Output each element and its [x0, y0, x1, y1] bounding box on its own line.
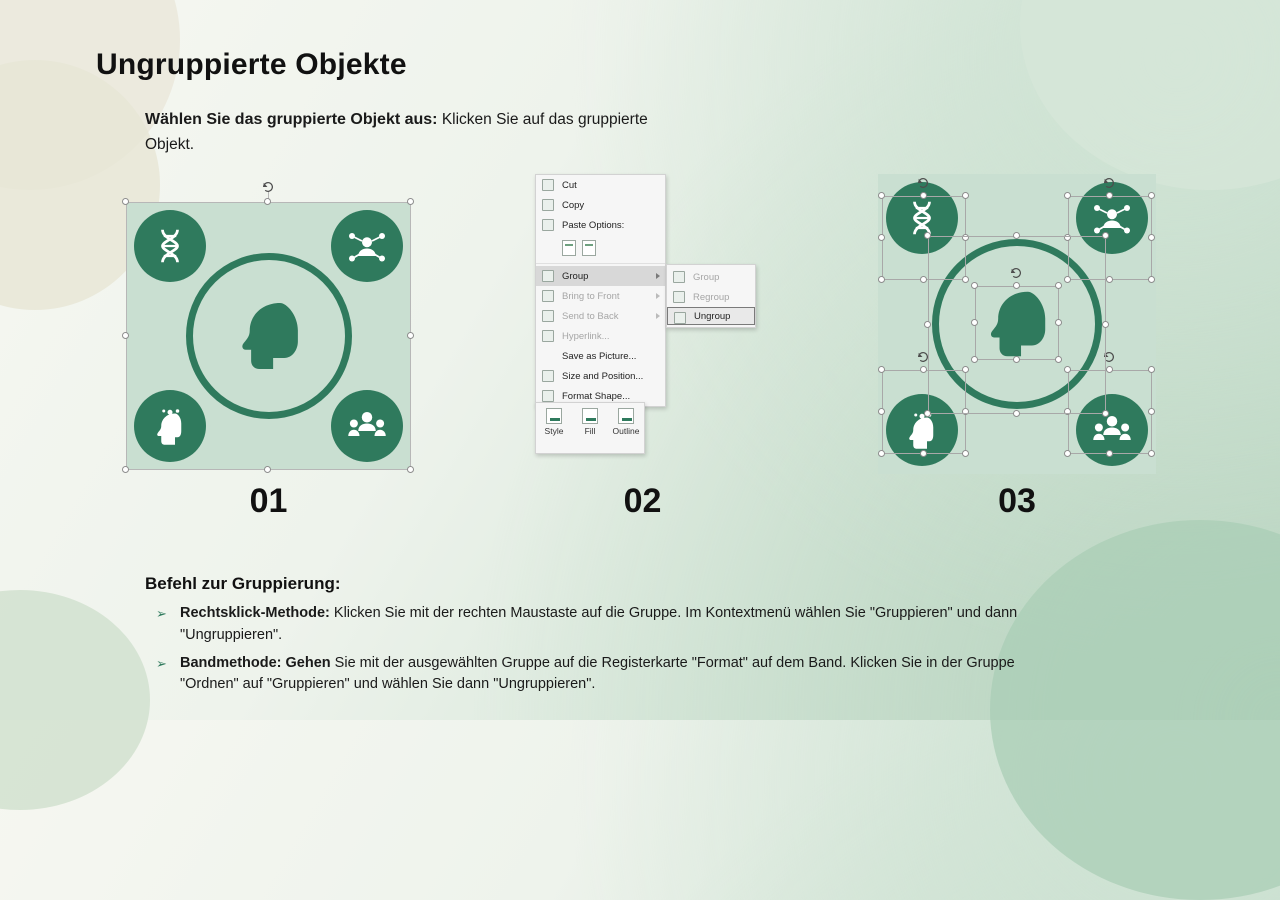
- resize-handle[interactable]: [878, 408, 885, 415]
- context-menu-item-bring-to-front[interactable]: [536, 286, 665, 306]
- bullet-arrow-icon: ➢: [156, 655, 167, 671]
- context-menu-item-paste-options[interactable]: [536, 215, 665, 235]
- context-menu-item-label: Hyperlink...: [562, 330, 610, 342]
- context-menu-item-label: Send to Back: [562, 310, 619, 322]
- resize-handle[interactable]: [1102, 410, 1109, 417]
- resize-handle[interactable]: [1148, 450, 1155, 457]
- resize-handle[interactable]: [1106, 450, 1113, 457]
- figure-step-1: [126, 180, 411, 470]
- resize-handle[interactable]: [1106, 276, 1113, 283]
- resize-handle[interactable]: [878, 192, 885, 199]
- context-menu[interactable]: [535, 174, 666, 407]
- resize-handle[interactable]: [962, 450, 969, 457]
- submenu-arrow-icon: [656, 313, 660, 319]
- bullet-rest: Klicken Sie mit der rechten Maustaste auf die Gruppe. Im Kontextmenü wählen Sie "Gruppieren" und dann "Ungruppieren".: [180, 605, 1018, 643]
- resize-handle-n[interactable]: [264, 198, 271, 205]
- resize-handle[interactable]: [1148, 366, 1155, 373]
- submenu-item-label: Ungroup: [694, 310, 731, 322]
- resize-handle[interactable]: [924, 232, 931, 239]
- resize-handle[interactable]: [878, 450, 885, 457]
- outline-icon: [618, 408, 634, 424]
- figure-step-3: [878, 174, 1156, 474]
- group-icon: [542, 270, 554, 282]
- context-menu-item-label: Cut: [562, 179, 577, 191]
- bullet-list: [148, 603, 1048, 702]
- rotate-handle-icon[interactable]: [261, 180, 275, 194]
- fill-icon: [582, 408, 598, 424]
- mini-toolbar[interactable]: [535, 402, 645, 454]
- context-menu-item-label: Bring to Front: [562, 290, 620, 302]
- context-menu-item-save-as-picture[interactable]: [536, 346, 665, 366]
- ungroup-icon: [674, 312, 686, 324]
- resize-handle[interactable]: [1013, 410, 1020, 417]
- resize-handle[interactable]: [878, 366, 885, 373]
- resize-handle[interactable]: [1064, 192, 1071, 199]
- context-menu-item-label: Group: [562, 270, 589, 282]
- submenu-arrow-icon: [656, 273, 660, 279]
- context-menu-item-group[interactable]: [536, 266, 665, 286]
- resize-handle-s[interactable]: [264, 466, 271, 473]
- intro-rest: Klicken Sie auf das gruppierte Objekt.: [145, 111, 648, 153]
- format-shape-icon: [542, 390, 554, 402]
- submenu-item-label: Group: [693, 271, 720, 283]
- mini-toolbar-label: Fill: [584, 426, 596, 436]
- rotate-handle-icon[interactable]: [916, 176, 930, 190]
- resize-handle[interactable]: [1013, 232, 1020, 239]
- context-menu-item-label: Size and Position...: [562, 370, 644, 382]
- mini-toolbar-style[interactable]: [538, 408, 570, 436]
- resize-handle-nw[interactable]: [122, 198, 129, 205]
- submenu-item-ungroup[interactable]: [667, 307, 755, 325]
- figure-step-2: [535, 174, 755, 436]
- resize-handle[interactable]: [1102, 232, 1109, 239]
- resize-handle[interactable]: [1148, 408, 1155, 415]
- list-item: [148, 653, 1048, 697]
- resize-handle[interactable]: [924, 410, 931, 417]
- step-number-1: 01: [249, 482, 288, 520]
- resize-handle[interactable]: [962, 192, 969, 199]
- mini-toolbar-outline[interactable]: [610, 408, 642, 436]
- resize-handle[interactable]: [1148, 192, 1155, 199]
- submenu-item-regroup[interactable]: [667, 287, 755, 307]
- selection-frame-ring: [928, 236, 1106, 414]
- submenu-arrow-icon: [656, 293, 660, 299]
- paste-options-row[interactable]: [536, 235, 665, 261]
- step-number-2: 02: [623, 482, 662, 520]
- paste-picture-icon[interactable]: [582, 240, 596, 256]
- bullet-rest: Sie mit der ausgewählten Gruppe auf die Registerkarte "Format" auf dem Band. Klicken Sie in der Gruppe "Ordnen" auf "Gruppieren" und wählen Sie dann "Ungruppieren".: [180, 654, 1015, 693]
- resize-handle[interactable]: [924, 321, 931, 328]
- resize-handle[interactable]: [1106, 192, 1113, 199]
- context-menu-item-label: Save as Picture...: [562, 350, 637, 362]
- selection-frame: [126, 202, 411, 470]
- menu-separator: [536, 263, 665, 264]
- paste-keep-formatting-icon[interactable]: [562, 240, 576, 256]
- context-menu-item-hyperlink[interactable]: [536, 326, 665, 346]
- resize-handle[interactable]: [920, 276, 927, 283]
- regroup-icon: [673, 291, 685, 303]
- copy-icon: [542, 199, 554, 211]
- resize-handle-w[interactable]: [122, 332, 129, 339]
- send-to-back-icon: [542, 310, 554, 322]
- paste-icon: [542, 219, 554, 231]
- resize-handle[interactable]: [920, 192, 927, 199]
- intro-lead: Wählen Sie das gruppierte Objekt aus:: [145, 111, 438, 128]
- resize-handle[interactable]: [878, 234, 885, 241]
- decorative-blob: [990, 520, 1280, 900]
- bullet-arrow-icon: ➢: [156, 606, 167, 621]
- context-menu-item-cut[interactable]: [536, 175, 665, 195]
- context-menu-item-label: Copy: [562, 199, 585, 211]
- bullet-lead: Bandmethode: Gehen: [180, 654, 331, 671]
- page-title: Ungruppierte Objekte: [96, 48, 407, 81]
- decorative-blob: [0, 590, 150, 810]
- resize-handle-e[interactable]: [407, 332, 414, 339]
- context-menu-item-send-to-back[interactable]: [536, 306, 665, 326]
- context-menu-item-label: Format Shape...: [562, 390, 631, 402]
- resize-handle-sw[interactable]: [122, 466, 129, 473]
- decorative-blob: [1020, 0, 1280, 190]
- hyperlink-icon: [542, 330, 554, 342]
- size-position-icon: [542, 370, 554, 382]
- scissors-icon: [542, 179, 554, 191]
- bring-to-front-icon: [542, 290, 554, 302]
- resize-handle[interactable]: [920, 450, 927, 457]
- intro-paragraph: [145, 108, 665, 157]
- group-submenu[interactable]: [666, 264, 756, 328]
- context-menu-item-size-and-position[interactable]: [536, 366, 665, 386]
- submenu-item-label: Regroup: [693, 291, 730, 303]
- mini-toolbar-label: Outline: [612, 426, 640, 436]
- step-number-3: 03: [998, 482, 1036, 520]
- resize-handle[interactable]: [1064, 450, 1071, 457]
- list-item: [148, 603, 1048, 647]
- submenu-item-group[interactable]: [667, 267, 755, 287]
- resize-handle[interactable]: [1106, 366, 1113, 373]
- resize-handle-se[interactable]: [407, 466, 414, 473]
- bullet-lead: Rechtsklick-Methode:: [180, 605, 330, 621]
- resize-handle[interactable]: [1148, 234, 1155, 241]
- group-icon: [673, 271, 685, 283]
- context-menu-item-copy[interactable]: [536, 195, 665, 215]
- resize-handle-ne[interactable]: [407, 198, 414, 205]
- command-section-title: Befehl zur Gruppierung:: [145, 574, 341, 593]
- style-icon: [546, 408, 562, 424]
- resize-handle[interactable]: [1102, 321, 1109, 328]
- context-menu-item-label: Paste Options:: [562, 219, 625, 231]
- rotate-handle-icon[interactable]: [1102, 176, 1116, 190]
- mini-toolbar-fill[interactable]: [574, 408, 606, 436]
- resize-handle[interactable]: [920, 366, 927, 373]
- resize-handle[interactable]: [878, 276, 885, 283]
- mini-toolbar-label: Style: [544, 426, 564, 436]
- resize-handle[interactable]: [1148, 276, 1155, 283]
